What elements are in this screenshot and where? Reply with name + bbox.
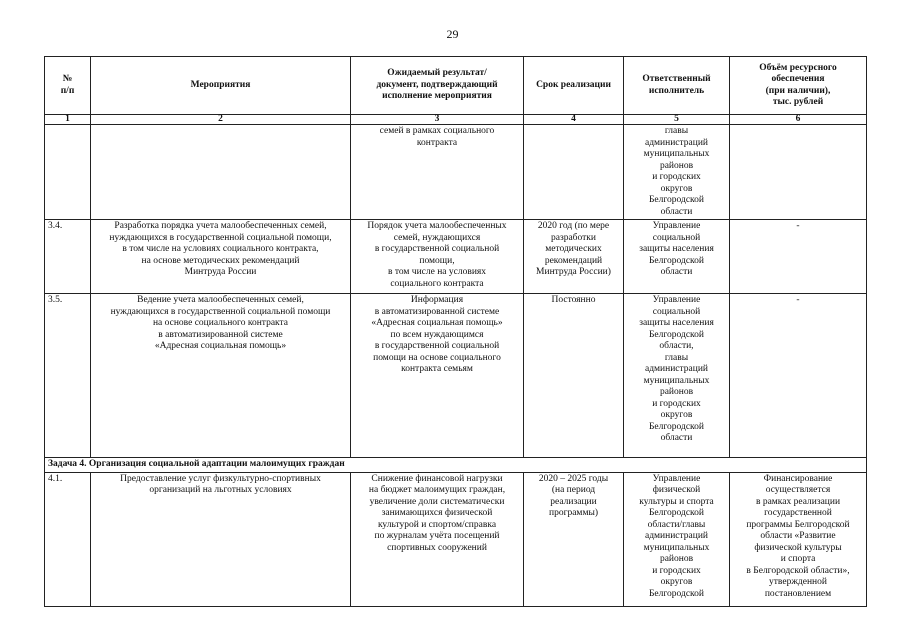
row-responsible: главы администраций муниципальных районов и городских округов Белгородской области xyxy=(624,125,730,220)
header-term: Срок реализации xyxy=(524,57,624,115)
row-resources: - xyxy=(730,294,867,458)
row-result: семей в рамках социального контракта xyxy=(351,125,524,220)
table-row xyxy=(45,294,867,458)
table-row xyxy=(45,220,867,294)
row-resources: - xyxy=(730,220,867,294)
header-result: Ожидаемый результат/ документ, подтверждающий исполнение мероприятия xyxy=(351,57,524,115)
row-activity: Ведение учета малообеспеченных семей, нуждающихся в государственной социальной помощи на основе социального контракта в автоматизированной системе «Адресная социальная помощь» xyxy=(91,294,351,458)
row-term xyxy=(524,125,624,220)
row-number: 3.5. xyxy=(45,294,91,458)
page-number: 29 xyxy=(446,27,459,41)
row-number: 4.1. xyxy=(45,472,91,606)
row-number: 3.4. xyxy=(45,220,91,294)
row-result: Информация в автоматизированной системе «Адресная социальная помощь» по всем нуждающимся в государственной социальной помощи на основе социального контракта семьям xyxy=(351,294,524,458)
row-term: Постоянно xyxy=(524,294,624,458)
row-responsible: Управление физической культуры и спорта Белгородской области/главы администраций муниципальных районов и городских округов Белгородской xyxy=(624,472,730,606)
header-activity: Мероприятия xyxy=(91,57,351,115)
row-activity xyxy=(91,125,351,220)
row-number xyxy=(45,125,91,220)
task-4-heading: Задача 4. Организация социальной адаптации малоимущих граждан xyxy=(45,458,867,473)
row-result: Порядок учета малообеспеченных семей, нуждающихся в государственной социальной помощи, в том числе на условиях социального контракта xyxy=(351,220,524,294)
header-row xyxy=(45,57,867,115)
header-num: № п/п xyxy=(45,57,91,115)
col-number: 2 xyxy=(91,115,351,125)
column-numbers-row xyxy=(45,115,867,125)
col-number: 6 xyxy=(730,115,867,125)
row-term: 2020 год (по мере разработки методических рекомендаций Минтруда России) xyxy=(524,220,624,294)
row-term: 2020 – 2025 годы (на период реализации программы) xyxy=(524,472,624,606)
row-activity: Предоставление услуг физкультурно-спортивных организаций на льготных условиях xyxy=(91,472,351,606)
activities-table xyxy=(44,56,867,607)
header-resources: Объём ресурсного обеспечения (при наличии), тыс. рублей xyxy=(730,57,867,115)
row-responsible: Управление социальной защиты населения Белгородской области, главы администраций муниципальных районов и городских округов Белгородской области xyxy=(624,294,730,458)
header-responsible: Ответственный исполнитель xyxy=(624,57,730,115)
table-row xyxy=(45,125,867,220)
col-number: 1 xyxy=(45,115,91,125)
table-row xyxy=(45,472,867,606)
row-activity: Разработка порядка учета малообеспеченных семей, нуждающихся в государственной социальной помощи, в том числе на условиях социального контракта, на основе методических рекомендаций Минтруда России xyxy=(91,220,351,294)
row-resources: Финансирование осуществляется в рамках реализации государственной программы Белгородской области «Развитие физической культуры и спорта в Белгородской области», утвержденной постановлением xyxy=(730,472,867,606)
col-number: 5 xyxy=(624,115,730,125)
row-resources xyxy=(730,125,867,220)
row-result: Снижение финансовой нагрузки на бюджет малоимущих граждан, увеличение доли систематически занимающихся физической культурой и спортом/справка по журналам учёта посещений спортивных сооружений xyxy=(351,472,524,606)
row-responsible: Управление социальной защиты населения Белгородской области xyxy=(624,220,730,294)
col-number: 4 xyxy=(524,115,624,125)
task-heading-row xyxy=(45,458,867,473)
col-number: 3 xyxy=(351,115,524,125)
